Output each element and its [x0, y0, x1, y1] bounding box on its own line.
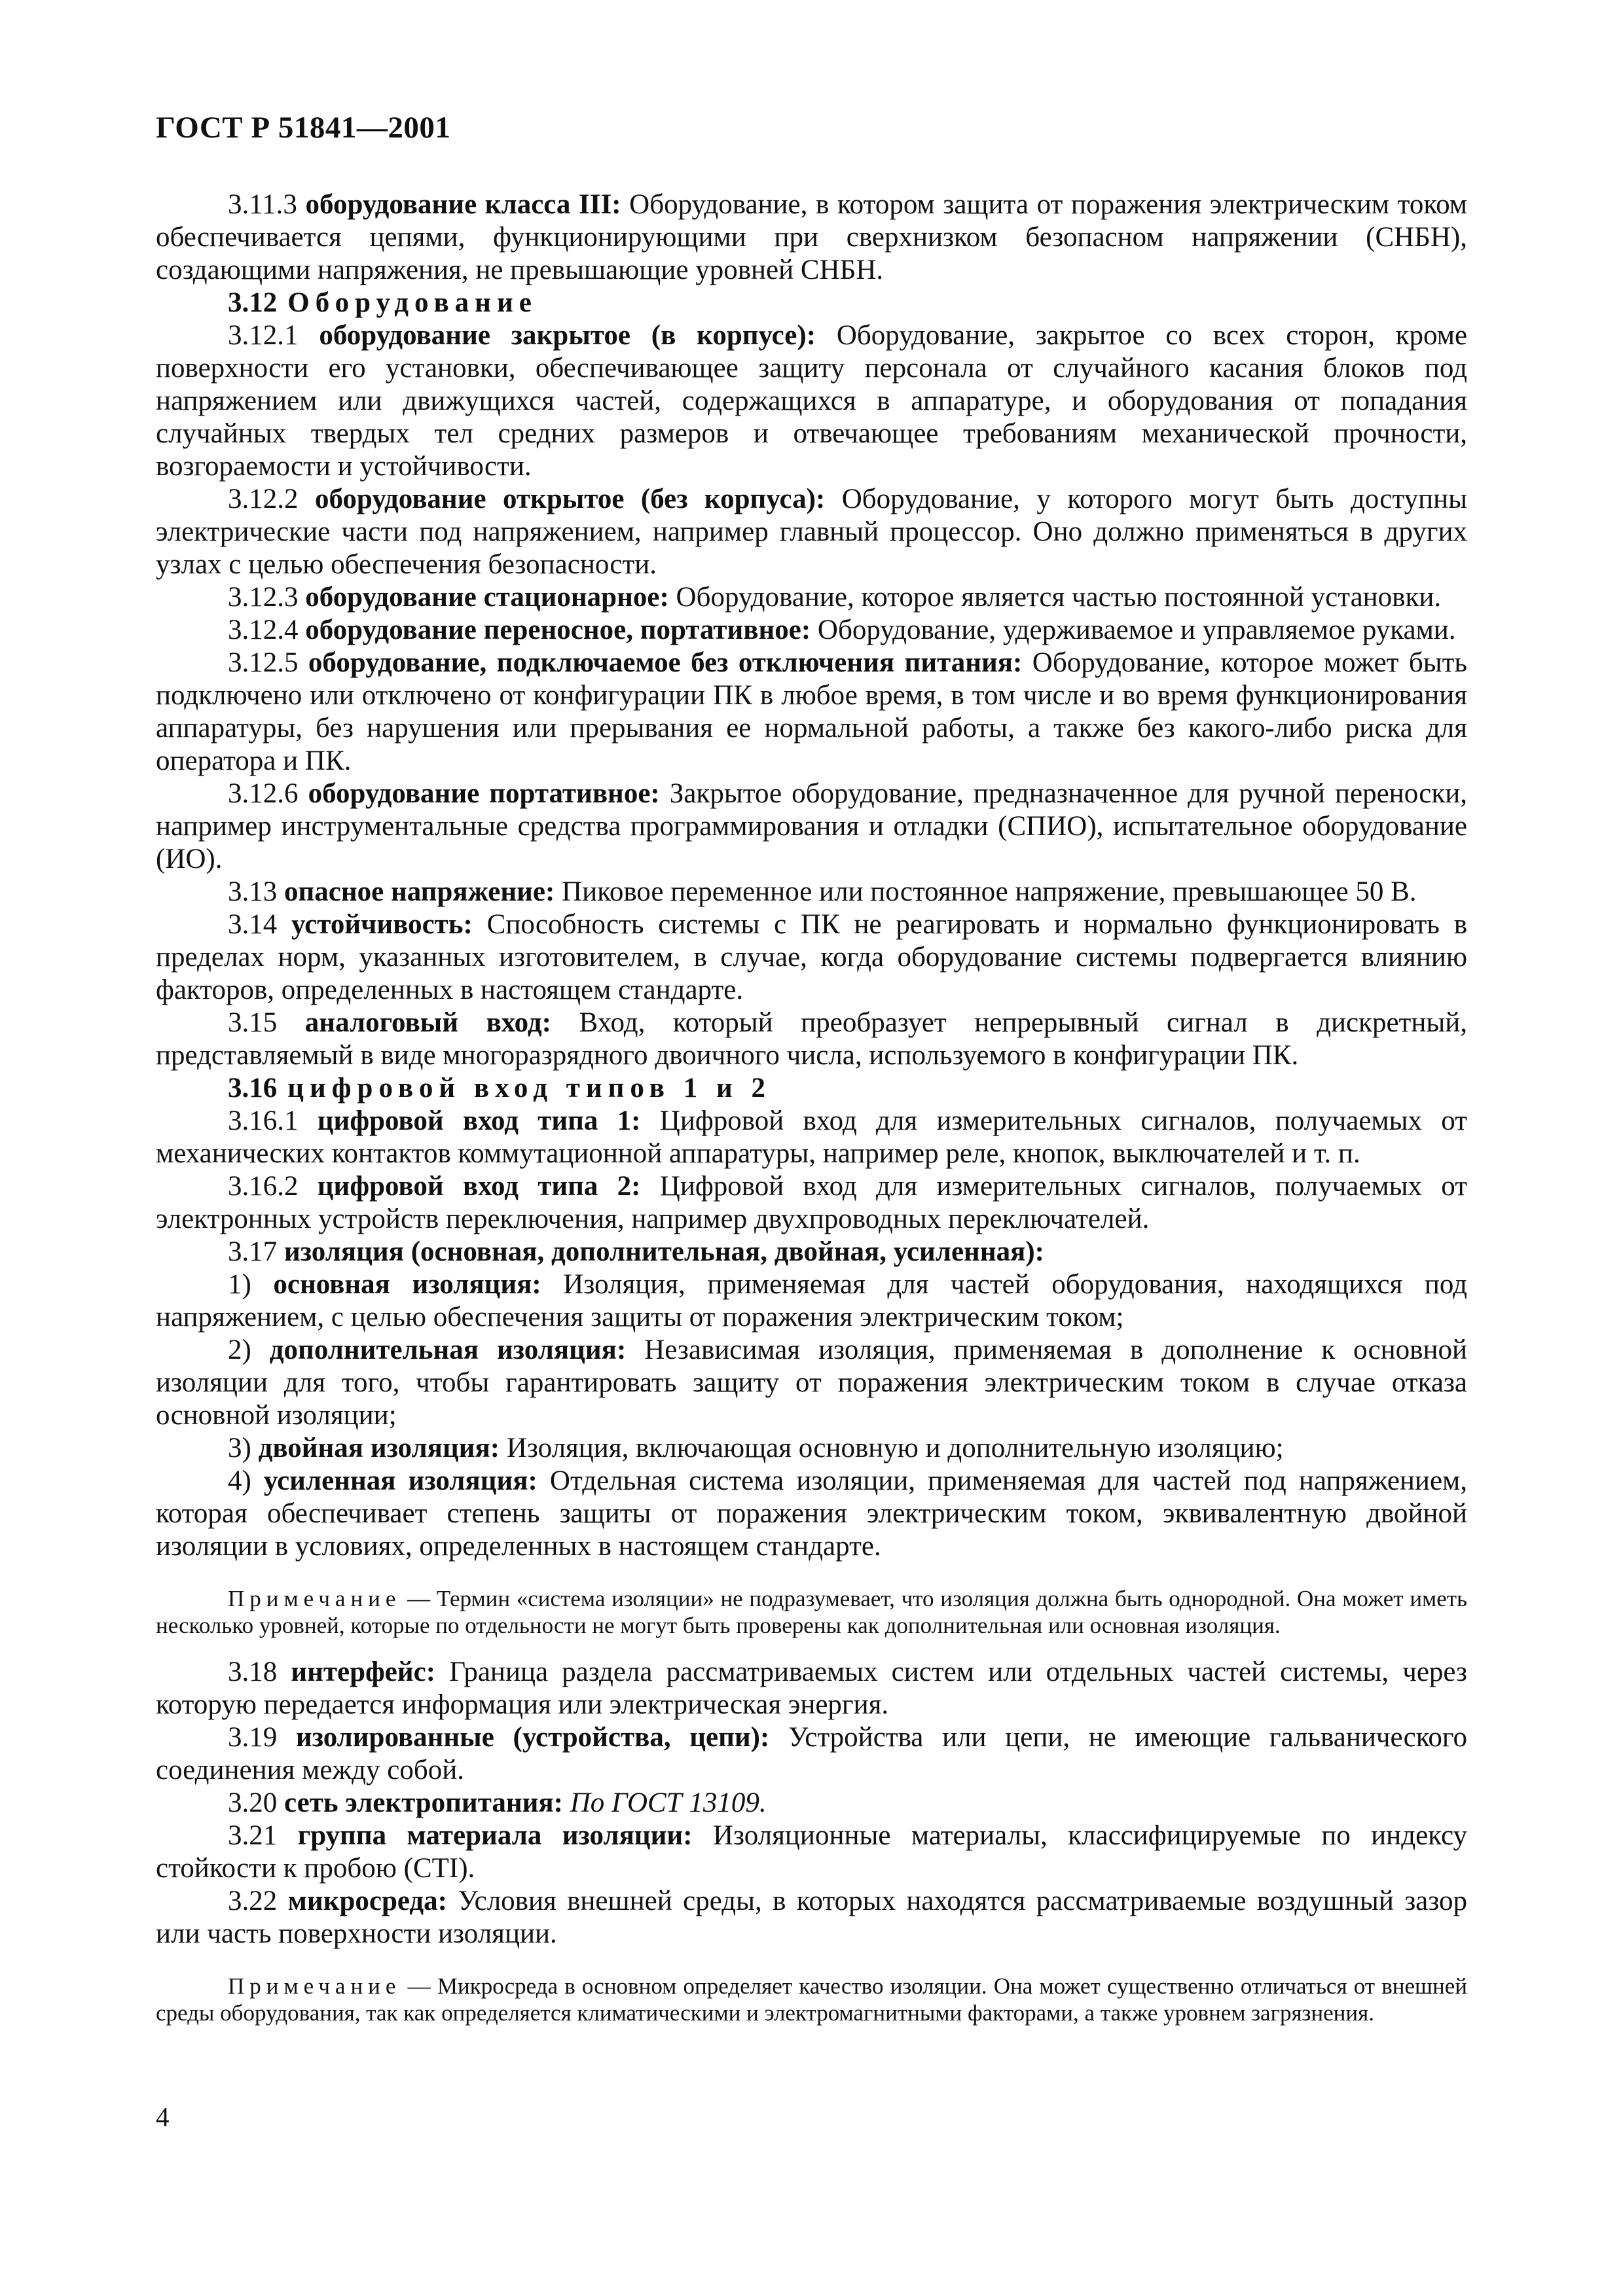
clause-number: 3.21 [228, 1820, 278, 1851]
clause-3-13 [156, 876, 1467, 908]
clause-term: цифровой вход типа 2: [317, 1171, 641, 1202]
note-text: — Термин «система изоляции» не подразумевает, что изоляция должна быть однородной. Она может иметь несколько уровней, которые по отдельности не могут быть проверены как дополнительная или основная изоляция. [156, 1586, 1467, 1638]
clause-3-18 [156, 1656, 1467, 1721]
clause-number: 3.12.1 [228, 320, 299, 351]
clause-term: устойчивость: [291, 909, 473, 940]
clause-term: интерфейс: [291, 1657, 436, 1687]
clause-text: Оборудование, удерживаемое и управляемое руками. [811, 615, 1456, 645]
item-number: 4) [228, 1465, 251, 1496]
list-item-1 [156, 1268, 1467, 1334]
clause-3-16-2 [156, 1170, 1467, 1236]
note-label: Примечание [228, 1973, 401, 1999]
clause-number: 3.13 [228, 876, 278, 907]
clause-number: 3.12.2 [228, 484, 299, 514]
clause-number: 3.17 [228, 1236, 278, 1267]
clause-3-16-1 [156, 1105, 1467, 1170]
clause-3-20 [156, 1787, 1467, 1820]
clause-term: оборудование открытое (без корпуса): [314, 484, 826, 514]
clause-term: цифровой вход типа 1: [317, 1105, 641, 1136]
item-text: Изоляция, включающая основную и дополнительную изоляцию; [500, 1433, 1284, 1463]
list-item-2 [156, 1334, 1467, 1432]
clause-3-21 [156, 1820, 1467, 1885]
clause-reference: По ГОСТ 13109. [563, 1787, 767, 1818]
item-number: 3) [228, 1433, 251, 1463]
clause-term: микросреда: [287, 1886, 447, 1916]
item-number: 1) [228, 1269, 251, 1300]
clause-number: 3.12.5 [228, 647, 299, 678]
clause-term: оборудование, подключаемое без отключения питания: [308, 647, 1023, 678]
section-title: Оборудование [287, 287, 538, 318]
clause-term: аналоговый вход: [304, 1007, 551, 1038]
clause-number: 3.16.1 [228, 1105, 299, 1136]
list-item-3 [156, 1432, 1467, 1465]
clause-text: Оборудование, которое может быть подключено или отключено от конфигурации ПК в любое время, в том числе и во время функционирования аппаратуры, без нарушения или прерывания ее нормальной работы, а также без какого-либо риска для оператора и ПК. [156, 647, 1467, 776]
list-item-4 [156, 1465, 1467, 1563]
clause-text: Устройства или цепи, не имеющие гальванического соединения между собой. [156, 1722, 1467, 1785]
clause-number: 3.11.3 [228, 189, 297, 220]
clause-term: сеть электропитания: [284, 1787, 563, 1818]
clause-term: оборудование стационарное: [305, 582, 669, 613]
clause-3-12-6 [156, 778, 1467, 876]
clause-term: опасное напряжение: [284, 876, 555, 907]
clause-3-15 [156, 1007, 1467, 1072]
clause-3-17 [156, 1236, 1467, 1268]
section-3-12 [156, 287, 1467, 319]
clause-term: изоляция (основная, дополнительная, двойная, усиленная): [284, 1236, 1044, 1267]
section-3-16 [156, 1072, 1467, 1105]
clause-text: Изоляционные материалы, классифицируемые по индексу стойкости к пробою (CTI). [156, 1820, 1467, 1884]
clause-text: Граница раздела рассматриваемых систем или отдельных частей системы, через которую передается информация или электрическая энергия. [156, 1657, 1468, 1720]
clause-number: 3.16.2 [228, 1171, 299, 1202]
clause-number: 3.19 [228, 1722, 278, 1753]
note-label: Примечание [228, 1586, 401, 1611]
item-text: Отдельная система изоляции, применяемая для частей под напряжением, которая обеспечивает степень защиты от поражения электрическим током, эквивалентную двойной изоляции в условиях, определенных в настоящем стандарте. [156, 1465, 1467, 1562]
clause-text: Оборудование, у которого могут быть доступны электрические части под напряжением, например главный процессор. Оно должно применяться в других узлах с целью обеспечения безопасности. [156, 484, 1467, 580]
section-number: 3.16 [228, 1073, 278, 1103]
clause-term: оборудование портативное: [308, 778, 660, 809]
clause-term: оборудование класса III: [305, 189, 621, 220]
clause-3-19 [156, 1721, 1467, 1787]
clause-number: 3.15 [228, 1007, 278, 1038]
clause-3-12-1 [156, 319, 1467, 483]
clause-term: оборудование закрытое (в корпусе): [319, 320, 816, 351]
clause-number: 3.20 [228, 1787, 278, 1818]
clause-3-12-3 [156, 581, 1467, 614]
item-term: усиленная изоляция: [263, 1465, 538, 1496]
item-text: Независимая изоляция, применяемая в дополнение к основной изоляции для того, чтобы гарантировать защиту от поражения электрическим током в случае отказа основной изоляции; [156, 1335, 1468, 1431]
clause-number: 3.18 [228, 1657, 278, 1687]
clause-number: 3.14 [228, 909, 278, 940]
section-number: 3.12 [228, 287, 278, 318]
clause-number: 3.12.4 [228, 615, 299, 645]
clause-3-22 [156, 1885, 1467, 1950]
page-number: 4 [156, 2102, 170, 2132]
clause-text: Пиковое переменное или постоянное напряжение, превышающее 50 В. [555, 876, 1417, 907]
clause-number: 3.12.3 [228, 582, 299, 613]
clause-text: Цифровой вход для измерительных сигналов, получаемых от механических контактов коммутационной аппаратуры, например реле, кнопок, выключателей и т. п. [156, 1105, 1467, 1169]
clause-3-12-5 [156, 647, 1467, 778]
clause-text: Закрытое оборудование, предназначенное для ручной переноски, например инструментальные средства программирования и отладки (СПИО), испытательное оборудование (ИО). [156, 778, 1467, 874]
note-1 [156, 1585, 1467, 1639]
note-text: — Микросреда в основном определяет качество изоляции. Она может существенно отличаться от внешней среды оборудования, так как определяется климатическими и электромагнитными факторами, а также уровнем загрязнения. [156, 1973, 1467, 2026]
item-term: двойная изоляция: [258, 1433, 500, 1463]
clause-number: 3.12.6 [228, 778, 299, 809]
clause-3-14 [156, 908, 1467, 1007]
note-2 [156, 1973, 1467, 2026]
clause-term: группа материала изоляции: [297, 1820, 693, 1851]
item-term: основная изоляция: [273, 1269, 541, 1300]
clause-number: 3.22 [228, 1886, 278, 1916]
document-body [156, 188, 1467, 2043]
clause-text: Оборудование, закрытое со всех сторон, кроме поверхности его установки, обеспечивающее защиту персонала от случайного касания блоков под напряжением или движущихся частей, содержащихся в аппаратуре, и оборудования от попадания случайных твердых тел средних размеров и отвечающее требованиям механической прочности, возгораемости и устойчивости. [156, 320, 1468, 482]
item-number: 2) [228, 1335, 251, 1365]
clause-text: Способность системы с ПК не реагировать и нормально функционировать в пределах норм, указанных изготовителем, в случае, когда оборудование системы подвергается влиянию факторов, определенных в настоящем стандарте. [156, 909, 1468, 1005]
clause-text: Оборудование, которое является частью постоянной установки. [668, 582, 1442, 613]
clause-text: Оборудование, в котором защита от поражения электрическим током обеспечивается цепями, функционирующими при сверхнизком безопасном напряжении (СНБН), создающими напряжения, не превышающие уровней СНБН. [156, 189, 1468, 285]
clause-3-12-2 [156, 483, 1467, 581]
clause-text: Цифровой вход для измерительных сигналов, получаемых от электронных устройств переключения, например двухпроводных переключателей. [156, 1171, 1467, 1234]
clause-3-11-3 [156, 188, 1467, 287]
clause-3-12-4 [156, 614, 1467, 647]
section-title: цифровой вход типов 1 и 2 [287, 1073, 772, 1103]
item-term: дополнительная изоляция: [269, 1335, 627, 1365]
clause-text: Условия внешней среды, в которых находятся рассматриваемые воздушный зазор или часть поверхности изоляции. [156, 1886, 1468, 1949]
clause-term: изолированные (устройства, цепи): [295, 1722, 770, 1753]
item-text: Изоляция, применяемая для частей оборудования, находящихся под напряжением, с целью обеспечения защиты от поражения электрическим током; [156, 1269, 1468, 1333]
document-header: ГОСТ Р 51841—2001 [156, 111, 451, 145]
clause-term: оборудование переносное, портативное: [305, 615, 811, 645]
clause-text: Вход, который преобразует непрерывный сигнал в дискретный, представляемый в виде многоразрядного двоичного числа, используемого в конфигурации ПК. [156, 1007, 1467, 1071]
